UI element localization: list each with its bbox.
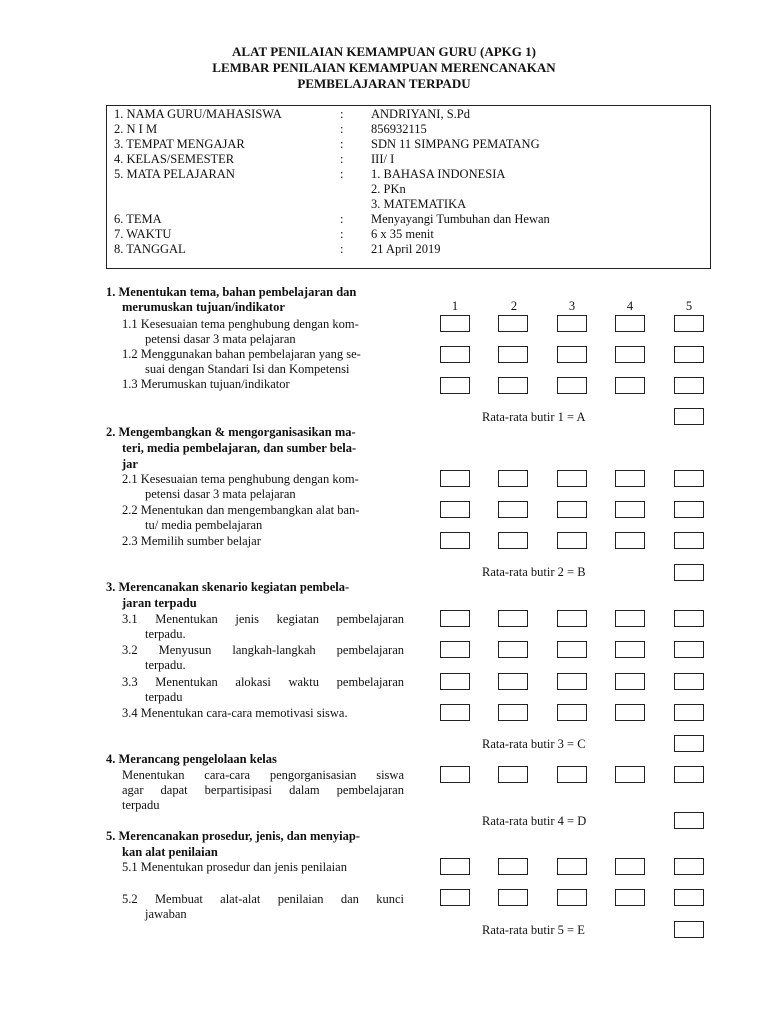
item-4-line-2: agar dapat berpartisipasi dalam pembelajaran bbox=[122, 783, 404, 797]
score-box-1-1-s1[interactable] bbox=[440, 315, 470, 332]
score-box-3-4-s3[interactable] bbox=[557, 704, 587, 721]
average-3-label: Rata-rata butir 3 = C bbox=[482, 737, 586, 751]
score-box-1-1-s5[interactable] bbox=[674, 315, 704, 332]
average-4-label: Rata-rata butir 4 = D bbox=[482, 814, 587, 828]
item-3-3-cont: terpadu bbox=[145, 690, 183, 704]
tanggal-label: 8. TANGGAL bbox=[114, 242, 186, 256]
item-1-1: 1.1 Kesesuaian tema penghubung dengan kom- bbox=[122, 317, 359, 331]
score-box-3-1-s2[interactable] bbox=[498, 610, 528, 627]
score-box-5-2-s1[interactable] bbox=[440, 889, 470, 906]
section-3-heading: 3. Merencanakan skenario kegiatan pembela- bbox=[106, 580, 350, 594]
item-2-1: 2.1 Kesesuaian tema penghubung dengan kom- bbox=[122, 472, 359, 486]
item-3-2-cont: terpadu. bbox=[145, 658, 186, 672]
score-box-4-s2[interactable] bbox=[498, 766, 528, 783]
item-2-1-cont: petensi dasar 3 mata pelajaran bbox=[145, 487, 296, 501]
score-box-3-1-s5[interactable] bbox=[674, 610, 704, 627]
item-3-2: 3.2 Menyusun langkah-langkah pembelajaran bbox=[122, 643, 404, 657]
kelas-label: 4. KELAS/SEMESTER bbox=[114, 152, 235, 166]
item-2-2-cont: tu/ media pembelajaran bbox=[145, 518, 263, 532]
mapel-1: 1. BAHASA INDONESIA bbox=[371, 167, 506, 181]
score-box-5-2-s3[interactable] bbox=[557, 889, 587, 906]
item-3-3: 3.3 Menentukan alokasi waktu pembelajaran bbox=[122, 675, 404, 689]
score-box-5-1-s3[interactable] bbox=[557, 858, 587, 875]
score-box-5-2-s5[interactable] bbox=[674, 889, 704, 906]
average-4-box[interactable] bbox=[674, 812, 704, 829]
average-2-box[interactable] bbox=[674, 564, 704, 581]
score-box-5-1-s2[interactable] bbox=[498, 858, 528, 875]
score-box-5-1-s4[interactable] bbox=[615, 858, 645, 875]
mapel-label: 5. MATA PELAJARAN bbox=[114, 167, 235, 181]
title-line-2: LEMBAR PENILAIAN KEMAMPUAN MERENCANAKAN bbox=[212, 60, 556, 75]
nim-value: 856932115 bbox=[371, 122, 427, 136]
tempat-label: 3. TEMPAT MENGAJAR bbox=[114, 137, 245, 151]
section-1-heading: 1. Menentukan tema, bahan pembelajaran dan bbox=[106, 285, 357, 299]
average-5-box[interactable] bbox=[674, 921, 704, 938]
colon: : bbox=[340, 152, 344, 166]
score-box-2-3-s3[interactable] bbox=[557, 532, 587, 549]
nim-label: 2. N I M bbox=[114, 122, 158, 136]
item-2-2: 2.2 Menentukan dan mengembangkan alat ban- bbox=[122, 503, 360, 517]
score-box-3-1-s3[interactable] bbox=[557, 610, 587, 627]
item-5-2-cont: jawaban bbox=[145, 907, 187, 921]
score-box-3-4-s2[interactable] bbox=[498, 704, 528, 721]
score-box-2-2-s3[interactable] bbox=[557, 501, 587, 518]
item-5-1: 5.1 Menentukan prosedur dan jenis penilaian bbox=[122, 860, 347, 874]
score-box-1-2-s5[interactable] bbox=[674, 346, 704, 363]
score-box-5-1-s1[interactable] bbox=[440, 858, 470, 875]
tempat-value: SDN 11 SIMPANG PEMATANG bbox=[371, 137, 540, 151]
score-box-2-3-s2[interactable] bbox=[498, 532, 528, 549]
nama-value: ANDRIYANI, S.Pd bbox=[371, 107, 470, 121]
score-box-4-s4[interactable] bbox=[615, 766, 645, 783]
item-3-1: 3.1 Menentukan jenis kegiatan pembelajaran bbox=[122, 612, 404, 626]
item-1-3: 1.3 Merumuskan tujuan/indikator bbox=[122, 377, 290, 391]
score-box-2-1-s2[interactable] bbox=[498, 470, 528, 487]
title-line-3: PEMBELAJARAN TERPADU bbox=[297, 76, 471, 91]
tema-label: 6. TEMA bbox=[114, 212, 162, 226]
title-line-1: ALAT PENILAIAN KEMAMPUAN GURU (APKG 1) bbox=[232, 44, 536, 59]
score-box-2-1-s4[interactable] bbox=[615, 470, 645, 487]
colon: : bbox=[340, 167, 344, 181]
score-box-3-3-s4[interactable] bbox=[615, 673, 645, 690]
score-box-3-2-s2[interactable] bbox=[498, 641, 528, 658]
score-box-5-2-s4[interactable] bbox=[615, 889, 645, 906]
scale-header-2: 2 bbox=[510, 299, 518, 313]
score-box-5-2-s2[interactable] bbox=[498, 889, 528, 906]
item-5-2: 5.2 Membuat alat-alat penilaian dan kunci bbox=[122, 892, 404, 906]
score-box-3-3-s1[interactable] bbox=[440, 673, 470, 690]
score-box-3-2-s5[interactable] bbox=[674, 641, 704, 658]
score-box-4-s5[interactable] bbox=[674, 766, 704, 783]
average-5-label: Rata-rata butir 5 = E bbox=[482, 923, 585, 937]
item-1-2: 1.2 Menggunakan bahan pembelajaran yang se- bbox=[122, 347, 361, 361]
scale-header-4: 4 bbox=[626, 299, 634, 313]
score-box-4-s3[interactable] bbox=[557, 766, 587, 783]
nama-label: 1. NAMA GURU/MAHASISWA bbox=[114, 107, 282, 121]
score-box-1-1-s4[interactable] bbox=[615, 315, 645, 332]
section-5-heading-cont: kan alat penilaian bbox=[122, 845, 218, 859]
score-box-2-3-s1[interactable] bbox=[440, 532, 470, 549]
item-4-line-1: Menentukan cara-cara pengorganisasian siswa bbox=[122, 768, 404, 782]
section-2-heading-cont2: jar bbox=[122, 457, 138, 471]
waktu-value: 6 x 35 menit bbox=[371, 227, 434, 241]
mapel-2: 2. PKn bbox=[371, 182, 406, 196]
score-box-3-4-s1[interactable] bbox=[440, 704, 470, 721]
score-box-1-3-s5[interactable] bbox=[674, 377, 704, 394]
score-box-3-3-s5[interactable] bbox=[674, 673, 704, 690]
score-box-1-2-s1[interactable] bbox=[440, 346, 470, 363]
average-3-box[interactable] bbox=[674, 735, 704, 752]
colon: : bbox=[340, 212, 344, 226]
scale-header-1: 1 bbox=[451, 299, 459, 313]
score-box-1-2-s2[interactable] bbox=[498, 346, 528, 363]
colon: : bbox=[340, 137, 344, 151]
score-box-1-2-s4[interactable] bbox=[615, 346, 645, 363]
score-box-3-4-s5[interactable] bbox=[674, 704, 704, 721]
section-5-heading: 5. Merencanakan prosedur, jenis, dan menyiap- bbox=[106, 829, 360, 843]
score-box-3-2-s3[interactable] bbox=[557, 641, 587, 658]
score-box-2-3-s4[interactable] bbox=[615, 532, 645, 549]
score-box-3-1-s1[interactable] bbox=[440, 610, 470, 627]
score-box-4-s1[interactable] bbox=[440, 766, 470, 783]
section-1-heading-cont: merumuskan tujuan/indikator bbox=[122, 300, 285, 314]
score-box-3-2-s1[interactable] bbox=[440, 641, 470, 658]
section-2-heading: 2. Mengembangkan & mengorganisasikan ma- bbox=[106, 425, 356, 439]
tema-value: Menyayangi Tumbuhan dan Hewan bbox=[371, 212, 550, 226]
score-box-3-2-s4[interactable] bbox=[615, 641, 645, 658]
score-box-3-1-s4[interactable] bbox=[615, 610, 645, 627]
score-box-2-1-s3[interactable] bbox=[557, 470, 587, 487]
section-3-heading-cont: jaran terpadu bbox=[122, 596, 197, 610]
item-3-1-cont: terpadu. bbox=[145, 627, 186, 641]
score-box-5-1-s5[interactable] bbox=[674, 858, 704, 875]
section-2-heading-cont: teri, media pembelajaran, dan sumber bela- bbox=[122, 441, 357, 455]
kelas-value: III/ I bbox=[371, 152, 395, 166]
item-4-line-3: terpadu bbox=[122, 798, 160, 812]
score-box-1-1-s3[interactable] bbox=[557, 315, 587, 332]
score-box-2-2-s1[interactable] bbox=[440, 501, 470, 518]
section-4-heading: 4. Merancang pengelolaan kelas bbox=[106, 752, 277, 766]
item-3-4: 3.4 Menentukan cara-cara memotivasi siswa. bbox=[122, 706, 348, 720]
score-box-3-3-s3[interactable] bbox=[557, 673, 587, 690]
scale-header-5: 5 bbox=[685, 299, 693, 313]
score-box-1-2-s3[interactable] bbox=[557, 346, 587, 363]
item-1-2-cont: suai dengan Standari Isi dan Kompetensi bbox=[145, 362, 350, 376]
colon: : bbox=[340, 227, 344, 241]
average-1-box[interactable] bbox=[674, 408, 704, 425]
score-box-1-3-s3[interactable] bbox=[557, 377, 587, 394]
score-box-1-3-s1[interactable] bbox=[440, 377, 470, 394]
colon: : bbox=[340, 242, 344, 256]
waktu-label: 7. WAKTU bbox=[114, 227, 172, 241]
scale-header-3: 3 bbox=[568, 299, 576, 313]
mapel-3: 3. MATEMATIKA bbox=[371, 197, 467, 211]
score-box-2-2-s5[interactable] bbox=[674, 501, 704, 518]
item-1-1-cont: petensi dasar 3 mata pelajaran bbox=[145, 332, 296, 346]
item-2-3: 2.3 Memilih sumber belajar bbox=[122, 534, 261, 548]
score-box-2-2-s4[interactable] bbox=[615, 501, 645, 518]
score-box-1-3-s4[interactable] bbox=[615, 377, 645, 394]
average-1-label: Rata-rata butir 1 = A bbox=[482, 410, 586, 424]
score-box-2-1-s5[interactable] bbox=[674, 470, 704, 487]
score-box-2-3-s5[interactable] bbox=[674, 532, 704, 549]
score-box-1-1-s2[interactable] bbox=[498, 315, 528, 332]
tanggal-value: 21 April 2019 bbox=[371, 242, 441, 256]
score-box-3-4-s4[interactable] bbox=[615, 704, 645, 721]
score-box-3-3-s2[interactable] bbox=[498, 673, 528, 690]
colon: : bbox=[340, 122, 344, 136]
score-box-2-2-s2[interactable] bbox=[498, 501, 528, 518]
score-box-2-1-s1[interactable] bbox=[440, 470, 470, 487]
score-box-1-3-s2[interactable] bbox=[498, 377, 528, 394]
average-2-label: Rata-rata butir 2 = B bbox=[482, 565, 586, 579]
colon: : bbox=[340, 107, 344, 121]
